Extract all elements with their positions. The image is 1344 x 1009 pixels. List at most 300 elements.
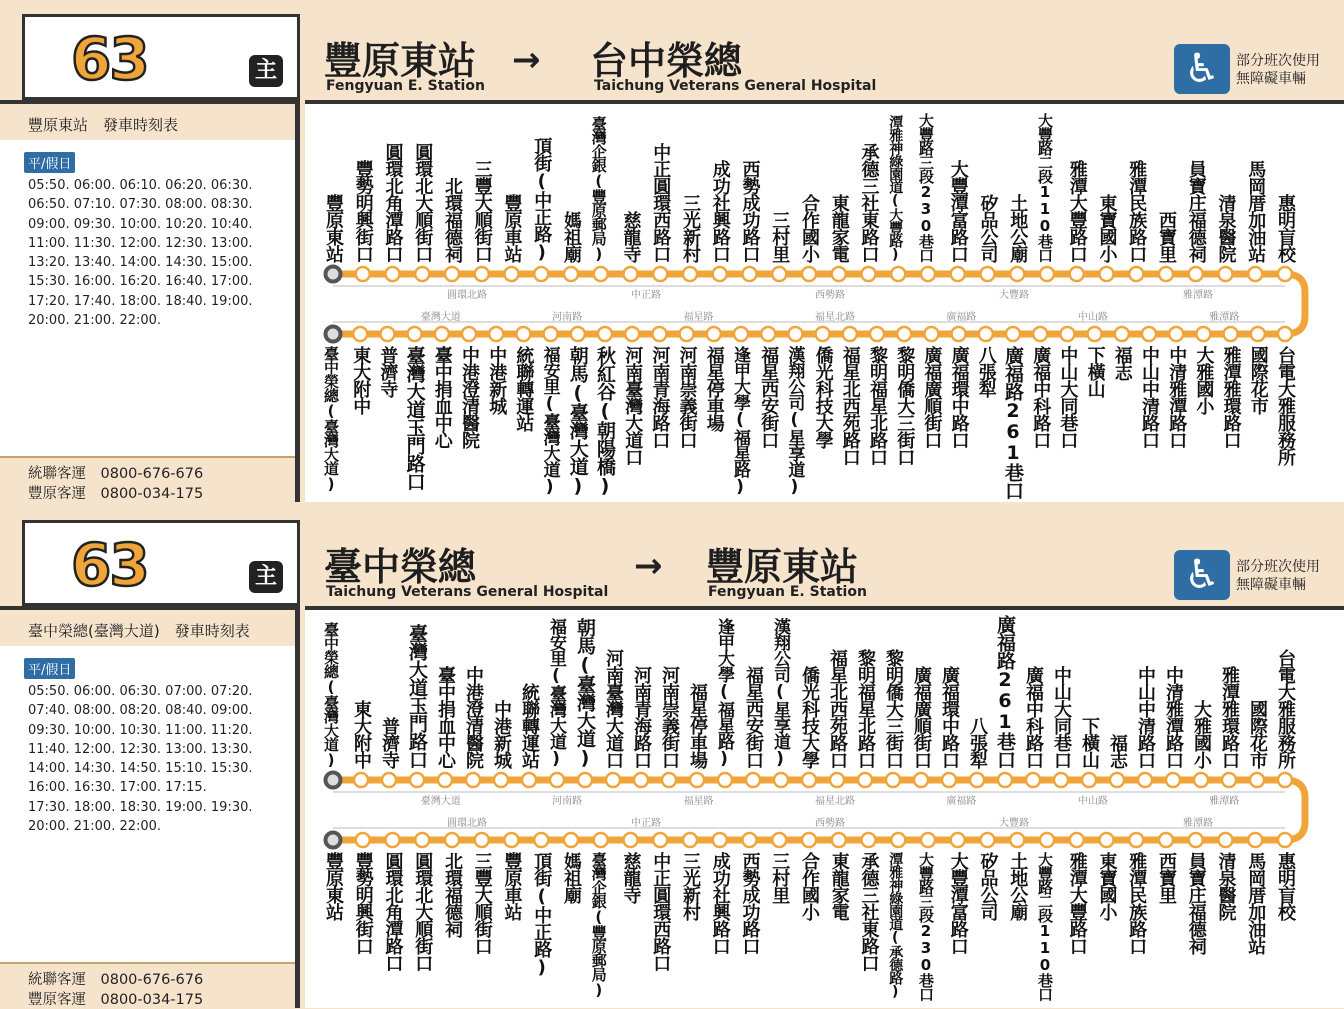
- stop-name: 矽品公司: [977, 194, 999, 262]
- contact-fengyuan: 豐原客運 0800-034-175: [28, 486, 204, 502]
- stop-marker: [1082, 773, 1096, 787]
- stop-marker: [356, 833, 370, 847]
- stop-name: 福星西安街口: [743, 666, 764, 768]
- stop-name: 中港新城: [491, 700, 512, 768]
- stop-name: 臺灣企銀(豐原郵局): [589, 852, 608, 998]
- stop-name: 清泉醫院: [1215, 852, 1237, 920]
- stop-name: 廣福環中路口: [939, 666, 960, 768]
- stop-marker: [466, 773, 480, 787]
- stop-marker: [886, 773, 900, 787]
- stop-name: 八張犁: [975, 346, 997, 397]
- stop-marker: [1010, 267, 1024, 281]
- stop-name: 廣福廣順街口: [911, 666, 932, 768]
- stop-marker: [564, 267, 578, 281]
- stop-marker: [1088, 327, 1102, 341]
- stop-name: 朝馬(臺灣大道): [574, 618, 596, 768]
- stop-marker: [683, 267, 697, 281]
- stop-name: 臺中捐血中心: [435, 666, 456, 768]
- road-label: 中山路: [1077, 312, 1108, 323]
- stop-marker: [1159, 267, 1173, 281]
- accessibility-line1: 部分班次使用: [1236, 53, 1320, 69]
- stop-marker: [862, 267, 876, 281]
- stop-name: 頂街(中正路): [531, 137, 553, 262]
- stop-name: 圓環北角潭路口: [382, 852, 404, 971]
- day-type-badge: 平/假日: [24, 152, 75, 173]
- road-label: 福星路: [683, 796, 714, 807]
- road-label: 圓環北路: [447, 818, 487, 829]
- road-label: 雅潭路: [1209, 796, 1240, 807]
- direction-arrow: →: [512, 40, 541, 80]
- stop-name: 福星西安街口: [758, 346, 780, 448]
- stop-name: 漢翔公司(星享道): [784, 346, 805, 496]
- stop-marker: [1251, 327, 1265, 341]
- stop-marker: [445, 833, 459, 847]
- stop-marker: [998, 773, 1012, 787]
- stop-marker: [625, 327, 639, 341]
- stop-name: 朝馬(臺灣大道): [566, 346, 589, 496]
- stop-name: 三村里: [769, 211, 791, 262]
- stop-name: 豐勢明興街口: [352, 160, 374, 262]
- stop-name: 國際花市: [1247, 346, 1269, 414]
- stop-marker: [662, 773, 676, 787]
- stop-marker: [386, 267, 400, 281]
- time-row: 05:50. 06:00. 06:30. 07:00. 07:20.: [28, 684, 253, 699]
- stop-marker: [1070, 267, 1084, 281]
- accessibility-line1: 部分班次使用: [1236, 559, 1320, 575]
- stop-name: 中山中清路口: [1139, 346, 1160, 448]
- stop-marker: [438, 773, 452, 787]
- road-label: 中山路: [1077, 796, 1108, 807]
- accessibility-line2: 無障礙車輛: [1236, 71, 1306, 87]
- header-bar: [0, 0, 1344, 100]
- destination-name-en: Taichung Veterans General Hospital: [594, 78, 877, 94]
- stop-marker: [858, 773, 872, 787]
- time-row: 06:50. 07:10. 07:30. 08:00. 08:30.: [28, 197, 253, 213]
- road-label: 河南路: [552, 312, 583, 323]
- stop-name: 下橫山: [1084, 346, 1106, 397]
- stop-marker: [1166, 773, 1180, 787]
- stop-name: 豐原車站: [501, 194, 523, 262]
- stop-marker: [981, 267, 995, 281]
- stop-marker: [772, 833, 786, 847]
- stop-marker: [326, 833, 341, 848]
- road-label: 廣福路: [946, 312, 977, 323]
- stop-name: 福安里(臺灣大道): [539, 346, 560, 496]
- stop-marker: [843, 327, 857, 341]
- stop-name: 河南臺灣大道口: [622, 346, 644, 465]
- departure-times: [28, 176, 288, 330]
- road-label: 福星北路: [815, 796, 855, 807]
- stop-name: 廣福廣順街口: [921, 346, 943, 448]
- stop-marker: [1250, 773, 1264, 787]
- stop-name: 媽祖廟: [561, 852, 582, 903]
- stop-name: 廣福環中路口: [948, 346, 970, 448]
- route-number: 63: [71, 25, 148, 93]
- stop-marker: [435, 327, 449, 341]
- stop-name: 慈龍寺: [620, 852, 642, 903]
- stop-marker: [356, 267, 370, 281]
- stop-name: 中山大同巷口: [1057, 346, 1079, 448]
- stop-name: 媽祖廟: [561, 211, 582, 262]
- stop-name: 黎明福星北路口: [855, 649, 876, 768]
- stop-marker: [970, 773, 984, 787]
- stop-marker: [505, 833, 519, 847]
- stop-marker: [516, 327, 530, 341]
- road-label: 西勢路: [815, 818, 845, 829]
- stop-name: 河南崇義街口: [676, 346, 698, 448]
- stop-marker: [475, 833, 489, 847]
- stop-name: 臺中捐血中心: [431, 346, 453, 448]
- stop-name: 東龍家電: [828, 194, 850, 262]
- road-label: 雅潭路: [1209, 312, 1240, 323]
- destination-name-en: Fengyuan E. Station: [708, 584, 867, 600]
- stop-name: 大雅國小: [1193, 346, 1215, 414]
- stop-name: 福星停車場: [703, 346, 725, 431]
- stop-name: 西寶里: [1156, 211, 1177, 262]
- stop-name: 潭雅神綠園道(承德路): [887, 852, 904, 999]
- stop-marker: [761, 327, 775, 341]
- stop-name: 合作國小: [799, 194, 820, 262]
- stop-marker: [1138, 773, 1152, 787]
- stop-marker: [683, 833, 697, 847]
- stop-name: 豐勢明興街口: [352, 852, 374, 954]
- stop-name: 台電大雅服務所: [1275, 649, 1296, 768]
- day-type-badge: 平/假日: [24, 658, 75, 679]
- contact-fengyuan: 豐原客運 0800-034-175: [28, 992, 204, 1008]
- stop-marker: [353, 327, 367, 341]
- stop-marker: [1248, 267, 1262, 281]
- stop-marker: [870, 327, 884, 341]
- stop-name: 員寶庄福德祠: [1185, 852, 1207, 954]
- stop-marker: [1278, 773, 1292, 787]
- stop-name: 慈龍寺: [620, 211, 642, 262]
- stop-marker: [505, 267, 519, 281]
- stop-marker: [386, 833, 400, 847]
- stop-name: 廣福中科路口: [1023, 666, 1044, 768]
- stop-name: 雅潭大豐路口: [1066, 852, 1088, 954]
- stop-marker: [415, 267, 429, 281]
- time-row: 07:40. 08:00. 08:20. 08:40. 09:00.: [28, 703, 253, 719]
- stop-name: 東寶國小: [1096, 852, 1118, 920]
- stop-name: 福星北西苑路口: [827, 649, 848, 768]
- stop-marker: [1194, 773, 1208, 787]
- route-panel-inbound: [0, 506, 1344, 1008]
- destination-name: 豐原東站: [706, 545, 859, 589]
- stop-name: 大豐路三段230巷口: [917, 113, 935, 262]
- stop-marker: [594, 267, 608, 281]
- stop-name: 清泉醫院: [1215, 194, 1237, 262]
- stop-name: 雅潭大豐路口: [1066, 160, 1088, 262]
- stop-name: 雅潭民族路口: [1126, 852, 1148, 954]
- stop-marker: [891, 833, 905, 847]
- stop-marker: [534, 833, 548, 847]
- time-row: 17:30. 18:00. 18:30. 19:00. 19:30.: [28, 799, 253, 815]
- stop-marker: [802, 833, 816, 847]
- road-label: 中正路: [631, 818, 661, 829]
- stop-name: 中清雅潭路口: [1166, 346, 1188, 448]
- time-row: 15:30. 16:00. 16:20. 16:40. 17:00.: [28, 274, 253, 290]
- stop-name: 中山中清路口: [1135, 666, 1156, 768]
- stop-name: 下橫山: [1079, 717, 1100, 768]
- stop-marker: [1110, 773, 1124, 787]
- time-row: 20:00. 21:00. 22:00.: [28, 819, 162, 835]
- stop-marker: [802, 267, 816, 281]
- stop-marker: [1100, 833, 1114, 847]
- road-label: 大豐路: [999, 290, 1029, 301]
- stop-marker: [522, 773, 536, 787]
- time-row: 14:00. 14:30. 14:50. 15:10. 15:30.: [28, 761, 253, 777]
- stop-marker: [942, 773, 956, 787]
- stop-name: 惠明盲校: [1275, 194, 1296, 262]
- stop-name: 矽品公司: [977, 852, 999, 920]
- stop-name: 三豐大順街口: [471, 160, 493, 262]
- stop-marker: [475, 267, 489, 281]
- destination-name: 台中榮總: [590, 39, 743, 83]
- stop-marker: [1129, 833, 1143, 847]
- stop-name: 三光新村: [680, 852, 701, 920]
- road-label: 河南路: [552, 796, 583, 807]
- contact-ubus: 統聯客運 0800-676-676: [28, 466, 204, 482]
- road-label: 圓環北路: [447, 290, 487, 301]
- stop-marker: [326, 773, 341, 788]
- stop-marker: [743, 833, 757, 847]
- stop-marker: [1060, 327, 1074, 341]
- stop-marker: [624, 833, 638, 847]
- direction-arrow: →: [634, 546, 663, 586]
- stop-marker: [1026, 773, 1040, 787]
- stop-name: 河南青海路口: [631, 666, 652, 768]
- timetable-header: [0, 610, 295, 646]
- stop-marker: [1129, 267, 1143, 281]
- time-row: 11:40. 12:00. 12:30. 13:00. 13:30.: [28, 741, 253, 757]
- stop-name: 臺中榮總(臺灣大道): [322, 346, 340, 492]
- stop-name: 惠明盲校: [1275, 852, 1296, 920]
- stop-marker: [571, 327, 585, 341]
- stop-name: 東寶國小: [1096, 194, 1118, 262]
- stop-marker: [1070, 833, 1084, 847]
- stop-name: 逢甲大學(福星路): [714, 618, 734, 768]
- stop-name: 圓環北大順街口: [412, 852, 434, 971]
- stop-name: 北環福德祠: [442, 852, 463, 937]
- stop-marker: [816, 327, 830, 341]
- main-route-badge: 主: [249, 561, 283, 593]
- departure-times: [28, 682, 288, 836]
- stop-name: 豐原東站: [323, 194, 344, 262]
- stop-name: 成功社興路口: [709, 160, 731, 262]
- stop-marker: [606, 773, 620, 787]
- stop-name: 土地公廟: [1007, 194, 1029, 262]
- time-row: 13:20. 13:40. 14:00. 14:30. 15:00.: [28, 255, 253, 271]
- stop-name: 僑光科技大學: [799, 666, 820, 768]
- stop-marker: [690, 773, 704, 787]
- stop-marker: [774, 773, 788, 787]
- wheelchair-icon: ♿: [1174, 44, 1230, 94]
- accessibility-note: [1236, 52, 1344, 88]
- stop-marker: [1142, 327, 1156, 341]
- stop-name: 中港澄清醫院: [459, 346, 480, 448]
- stop-marker: [534, 267, 548, 281]
- timetable-column: [0, 606, 300, 1008]
- timetable-header: [0, 104, 295, 140]
- stop-marker: [862, 833, 876, 847]
- stop-marker: [415, 833, 429, 847]
- stop-marker: [1222, 773, 1236, 787]
- time-row: 11:00. 11:30. 12:00. 12:30. 13:00.: [28, 235, 253, 251]
- stop-name: 河南青海路口: [649, 346, 671, 448]
- stop-name: 承德三社東路口: [858, 852, 880, 971]
- stop-name: 普濟寺: [377, 346, 399, 397]
- route-number-box: [22, 520, 300, 606]
- accessibility-note: [1236, 558, 1344, 594]
- stop-marker: [624, 267, 638, 281]
- stop-marker: [713, 267, 727, 281]
- road-label: 福星北路: [815, 312, 855, 323]
- stop-marker: [981, 833, 995, 847]
- stop-name: 雅潭民族路口: [1126, 160, 1148, 262]
- stop-marker: [891, 267, 905, 281]
- stop-name: 中山大同巷口: [1051, 666, 1072, 768]
- stop-name: 秋紅谷(朝陽橋): [594, 346, 616, 496]
- route-map: [305, 100, 1344, 502]
- stop-marker: [979, 327, 993, 341]
- stop-marker: [594, 833, 608, 847]
- stop-name: 東大附中: [351, 700, 372, 768]
- stop-marker: [1189, 833, 1203, 847]
- stop-name: 臺灣企銀(豐原郵局): [589, 116, 608, 262]
- stop-marker: [326, 267, 341, 282]
- stop-name: 臺灣大道玉門路口: [406, 624, 428, 768]
- stop-name: 合作國小: [799, 852, 820, 920]
- stop-name: 福志: [1111, 346, 1133, 380]
- stop-marker: [680, 327, 694, 341]
- stop-marker: [832, 267, 846, 281]
- stop-name: 八張犁: [967, 717, 988, 768]
- stop-marker: [1248, 833, 1262, 847]
- stop-name: 統聯轉運站: [513, 346, 535, 431]
- time-row: 17:20. 17:40. 18:00. 18:40. 19:00.: [28, 293, 253, 309]
- stop-name: 僑光科技大學: [812, 346, 834, 448]
- stop-marker: [1219, 833, 1233, 847]
- stop-name: 中港澄清醫院: [463, 666, 484, 768]
- stop-name: 中清雅潭路口: [1163, 666, 1184, 768]
- stop-marker: [1224, 327, 1238, 341]
- stop-name: 豐原東站: [323, 852, 344, 920]
- road-label: 中正路: [631, 290, 661, 301]
- wheelchair-icon: ♿: [1174, 550, 1230, 600]
- stop-marker: [653, 267, 667, 281]
- stop-marker: [1040, 833, 1054, 847]
- route-map: [305, 606, 1344, 1008]
- road-label: 臺灣大道: [420, 312, 461, 323]
- stop-name: 馬岡厝加油站: [1245, 160, 1267, 262]
- stop-name: 大豐潭富路口: [947, 852, 969, 954]
- origin-name-en: Taichung Veterans General Hospital: [326, 584, 609, 600]
- stop-name: 大豐路二段110巷口: [1036, 113, 1054, 262]
- stop-marker: [634, 773, 648, 787]
- stop-marker: [578, 773, 592, 787]
- stop-marker: [734, 327, 748, 341]
- stop-marker: [746, 773, 760, 787]
- stop-name: 土地公廟: [1007, 852, 1029, 920]
- stop-name: 雅潭雅環路口: [1220, 346, 1242, 448]
- stop-name: 統聯轉運站: [519, 683, 540, 768]
- stop-marker: [326, 327, 341, 342]
- timetable-column: [0, 100, 300, 502]
- stop-marker: [897, 327, 911, 341]
- road-label: 大豐路: [999, 818, 1029, 829]
- road-label: 福星路: [683, 312, 714, 323]
- stop-marker: [408, 327, 422, 341]
- stop-name: 河南臺灣大道口: [603, 649, 624, 768]
- stop-name: 中正圓環西路口: [650, 852, 672, 971]
- road-label: 西勢路: [815, 290, 845, 301]
- stop-name: 北環福德祠: [442, 177, 463, 262]
- stop-name: 國際花市: [1247, 700, 1268, 768]
- stop-name: 福安里(臺灣大道): [546, 618, 566, 768]
- stop-marker: [544, 327, 558, 341]
- origin-name: 豐原東站: [324, 39, 477, 83]
- accessibility-line2: 無障礙車輛: [1236, 577, 1306, 593]
- stop-marker: [951, 267, 965, 281]
- stop-marker: [1033, 327, 1047, 341]
- stop-name: 圓環北角潭路口: [382, 143, 404, 262]
- time-row: 09:30. 10:00. 10:30. 11:00. 11:20.: [28, 722, 253, 738]
- contact-info: [0, 456, 295, 502]
- stop-marker: [1040, 267, 1054, 281]
- route-panel-outbound: [0, 0, 1344, 502]
- stop-name: 中港新城: [486, 346, 508, 414]
- stop-name: 廣福路261巷口: [994, 615, 1016, 768]
- stop-marker: [652, 327, 666, 341]
- timetable-title: 臺中榮總(臺灣大道) 發車時刻表: [28, 622, 250, 640]
- origin-name: 臺中榮總: [324, 545, 477, 589]
- stop-marker: [718, 773, 732, 787]
- time-row: 16:00. 16:30. 17:00. 17:15.: [28, 780, 207, 796]
- stop-name: 大豐路二段110巷口: [1036, 852, 1054, 1001]
- stop-marker: [1010, 833, 1024, 847]
- stop-marker: [830, 773, 844, 787]
- stop-name: 成功社興路口: [709, 852, 731, 954]
- road-label: 廣福路: [946, 796, 977, 807]
- stop-marker: [772, 267, 786, 281]
- contact-ubus: 統聯客運 0800-676-676: [28, 972, 204, 988]
- stop-marker: [1006, 327, 1020, 341]
- route-number: 63: [71, 531, 148, 599]
- stop-marker: [1169, 327, 1183, 341]
- route-line: [333, 780, 1305, 840]
- stop-name: 廣福中科路口: [1030, 346, 1052, 448]
- stop-marker: [788, 327, 802, 341]
- stop-marker: [743, 267, 757, 281]
- stop-name: 大雅國小: [1191, 700, 1212, 768]
- stop-name: 承德三社東路口: [858, 143, 880, 262]
- stop-name: 潭雅神綠園道(大豐路): [887, 115, 904, 262]
- contact-info: [0, 962, 295, 1008]
- stop-marker: [924, 327, 938, 341]
- route-line: [333, 274, 1305, 334]
- stop-name: 臺灣大道玉門路口: [403, 346, 426, 490]
- stop-marker: [564, 833, 578, 847]
- stop-marker: [489, 327, 503, 341]
- stop-name: 大豐潭富路口: [947, 160, 969, 262]
- time-row: 09:00. 09:30. 10:00. 10:20. 10:40.: [28, 216, 253, 232]
- stop-name: 福星停車場: [687, 683, 708, 768]
- stop-marker: [1278, 833, 1292, 847]
- stop-marker: [832, 833, 846, 847]
- road-label: 雅潭路: [1183, 818, 1213, 829]
- stop-marker: [1189, 267, 1203, 281]
- timetable-title: 豐原東站 發車時刻表: [28, 116, 179, 134]
